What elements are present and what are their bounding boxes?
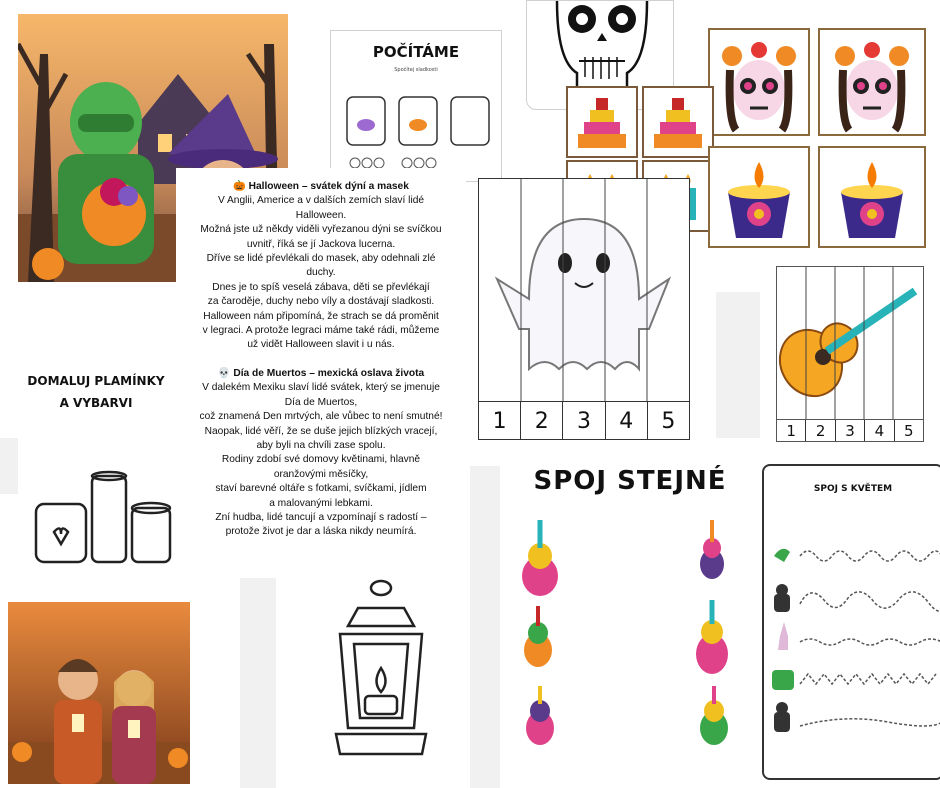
muertos-line: Naopak, lidé věří, že se duše jejich blízkých vracejí, <box>204 425 438 437</box>
background-panel <box>716 292 760 438</box>
muertos-line: oranžovými měsíčky, <box>273 468 369 480</box>
domaluj-title-line2: A VYBARVI <box>59 396 133 410</box>
muertos-line: a malovanými lebkami. <box>269 497 373 509</box>
lantern-outline-image <box>318 578 444 764</box>
spoj-s-kvetem-worksheet <box>762 464 940 780</box>
catrina-card-right <box>818 28 926 136</box>
ofrenda-altar-icon <box>568 88 636 156</box>
candle-bowl-card-right <box>818 146 926 248</box>
catrina-face-icon <box>820 30 924 134</box>
tracing-animals <box>764 526 940 746</box>
catrina-face-icon <box>710 30 808 134</box>
muertos-line: Día de Muertos, <box>284 396 358 408</box>
candle-bowl-card-left <box>708 146 810 248</box>
ghost-puzzle-number: 1 <box>492 408 507 434</box>
candle-bowl-icon <box>710 148 808 246</box>
background-panel <box>470 466 500 788</box>
muertos-line: Rodiny zdobí své domovy květinami, hlavně <box>221 454 421 466</box>
ghost-image <box>479 179 689 401</box>
halloween-line: Dříve se lidé převlékali do masek, aby odehnali zlé <box>206 253 436 265</box>
halloween-line: Halloween. <box>295 209 347 221</box>
halloween-line: duchy. <box>306 267 336 279</box>
guitar-puzzle-number: 1 <box>786 422 796 440</box>
guitar-puzzle-number: 4 <box>864 420 893 442</box>
muertos-heading: 💀 Día de Muertos – mexická oslava života <box>217 367 425 379</box>
muertos-line: staví barevné oltáře s fotkami, svíčkami, jídlem <box>215 483 427 495</box>
spoj-s-kvetem-title: SPOJ S KVĚTEM <box>813 484 893 494</box>
muertos-line: V dalekém Mexiku slaví lidé svátek, který se jmenuje <box>202 382 440 394</box>
spoj-stejne-guitars <box>510 514 750 754</box>
pocitame-title: POČÍTÁME <box>372 43 460 61</box>
ghost-puzzle-number: 2 <box>520 402 562 440</box>
pocitame-subtitle: Spočítej sladkosti <box>394 67 438 73</box>
ghost-puzzle-number: 3 <box>562 402 604 440</box>
halloween-line: už vidět Halloween slavit i u nás. <box>247 339 395 351</box>
ofrenda-altar-icon <box>644 88 712 156</box>
spoj-stejne-title: SPOJ STEJNÉ <box>533 466 727 496</box>
story-text-card <box>176 168 466 548</box>
ghost-puzzle-number: 4 <box>605 402 647 440</box>
ofrenda-card-2 <box>642 86 714 158</box>
muertos-line: Zní hudba, lidé tancují a vzpomínají s radostí – <box>215 511 427 523</box>
ghost-puzzle <box>478 178 690 440</box>
pocitame-worksheet <box>330 30 502 182</box>
ofrenda-card-1 <box>566 86 638 158</box>
guitar-puzzle-number: 2 <box>805 420 834 442</box>
muertos-line: což znamená Den mrtvých, ale vůbec to není smutné! <box>199 411 443 423</box>
muertos-line: protože život je dar a láska nikdy neumírá. <box>225 526 417 538</box>
halloween-line: Možná jste už někdy viděli vyřezanou dýni se svíčkou <box>200 224 442 236</box>
halloween-line: V Anglii, Americe a v dalších zemích slaví lidé <box>217 195 425 207</box>
guitar-puzzle-number: 3 <box>835 420 864 442</box>
catrina-card-left <box>708 28 810 136</box>
halloween-line: uvnitř, říká se jí Jackova lucerna. <box>246 238 396 250</box>
candles-outline-image <box>30 468 176 568</box>
halloween-line: v legraci. A protože legraci máme také rádi, můžeme <box>202 325 440 337</box>
domaluj-title-line1: DOMALUJ PLAMÍNKY <box>27 374 165 388</box>
muertos-line: aby byli na chvíli zase spolu. <box>256 439 386 451</box>
background-panel <box>240 578 276 788</box>
ghost-puzzle-number: 5 <box>647 402 689 440</box>
guitar-image <box>777 267 923 419</box>
kids-candles-illustration <box>8 602 190 784</box>
background-panel <box>0 438 18 494</box>
candle-bowl-icon <box>820 148 924 246</box>
halloween-line: Dnes je to spíš veselá zábava, děti se převlékají <box>212 281 430 293</box>
halloween-heading: 🎃 Halloween – svátek dýní a masek <box>233 181 409 192</box>
guitar-puzzle-number: 5 <box>894 420 923 442</box>
halloween-line: Halloween nám připomíná, že strach se dá proměnit <box>203 310 439 322</box>
halloween-line: za čaroděje, duchy nebo víly a dostávají sladkosti. <box>207 296 435 308</box>
guitar-puzzle <box>776 266 924 442</box>
kids-candles-image <box>8 602 190 784</box>
